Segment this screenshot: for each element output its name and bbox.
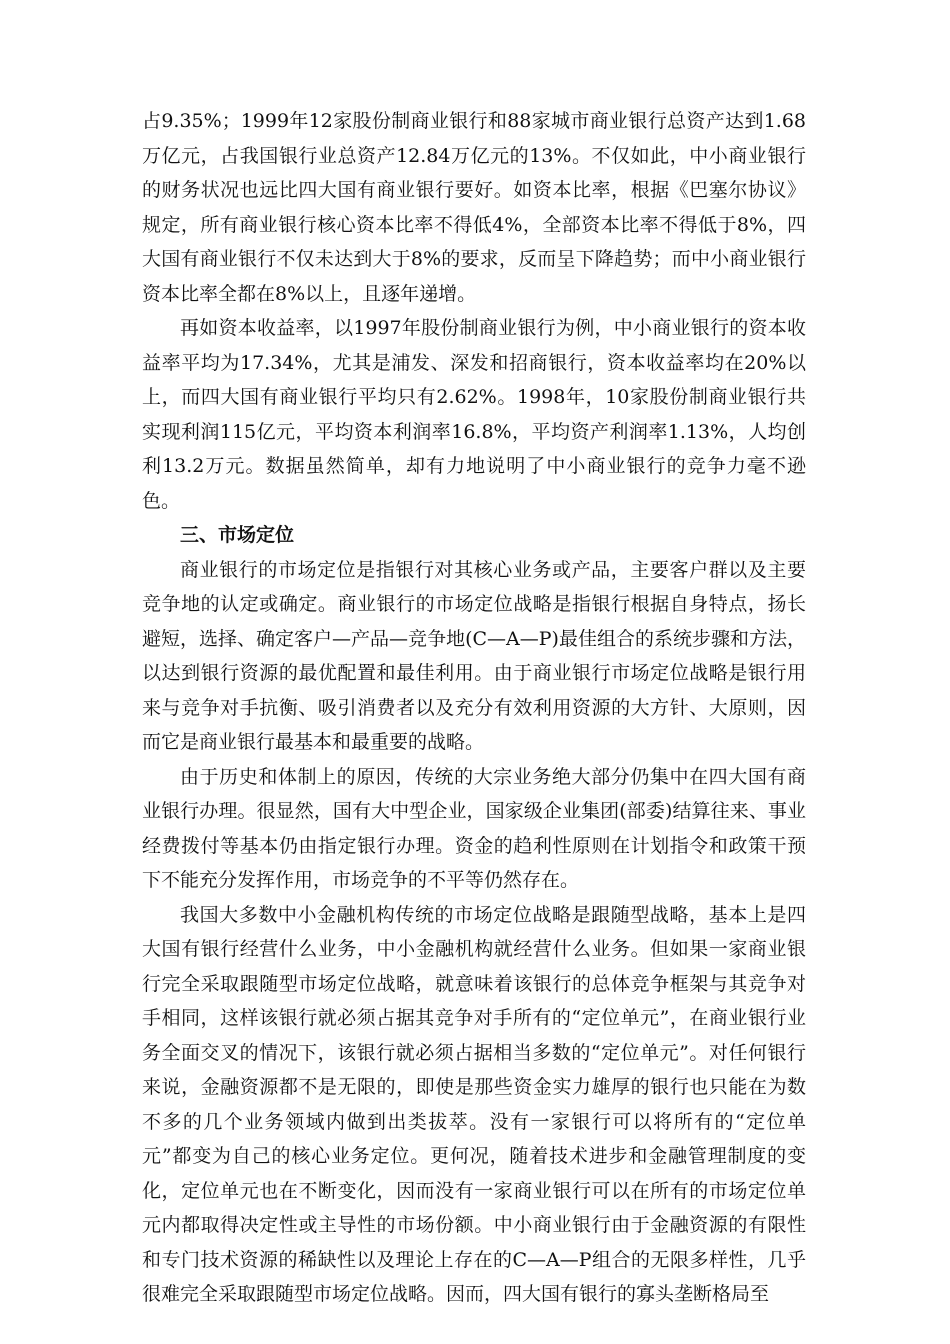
paragraph-return-on-capital: 再如资本收益率，以1997年股份制商业银行为例，中小商业银行的资本收益率平均为17.34%，尤其是浦发、深发和招商银行，资本收益率均在20%以上，而四大国有商业银行平均只有2.62%。1998年，10家股份制商业银行共实现利润115亿元，平均资本利润率16.8%，平均资产利润率1.13%，人均创利13.2万元。数据虽然简单，却有力地说明了中小商业银行的竞争力毫不逊色。 xyxy=(142,317,806,512)
paragraph-follower-strategy: 我国大多数中小金融机构传统的市场定位战略是跟随型战略，基本上是四大国有银行经营什么业务，中小金融机构就经营什么业务。但如果一家商业银行完全采取跟随型市场定位战略，就意味着该银行的总体竞争框架与其竞争对手相同，这样该银行就必须占据其竞争对手所有的“定位单元”，在商业银行业务全面交叉的情况下，该银行就必须占据相当多数的“定位单元”。对任何银行来说，金融资源都不是无限的，即使是那些资金实力雄厚的银行也只能在为数不多的几个业务领域内做到出类拔萃。没有一家银行可以将所有的“定位单元”都变为自己的核心业务定位。更何况，随着技术进步和金融管理制度的变化，定位单元也在不断变化，因而没有一家商业银行可以在所有的市场定位单元内都取得决定性或主导性的市场份额。中小商业银行由于金融资源的有限性和专门技术资源的稀缺性以及理论上存在的C—A—P组合的无限多样性，几乎很难完全采取跟随型市场定位战略。因而，四大国有银行的寡头垄断格局至 xyxy=(142,903,806,1305)
section-heading-market-positioning: 三、市场定位 xyxy=(180,524,295,546)
paragraph-positioning-definition: 商业银行的市场定位是指银行对其核心业务或产品，主要客户群以及主要竞争地的认定或确定。商业银行的市场定位战略是指银行根据自身特点，扬长避短，选择、确定客户—产品—竞争地(C—A—P)最佳组合的系统步骤和方法，以达到银行资源的最优配置和最佳利用。由于商业银行市场定位战略是银行用来与竞争对手抗衡、吸引消费者以及充分有效利用资源的大方针、大原则，因而它是商业银行最基本和最重要的战略。 xyxy=(142,558,806,753)
paragraph-capital-ratio: 占9.35%；1999年12家股份制商业银行和88家城市商业银行总资产达到1.68万亿元，占我国银行业总资产12.84万亿元的13%。不仅如此，中小商业银行的财务状况也远比四大国有商业银行要好。如资本比率，根据《巴塞尔协议》规定，所有商业银行核心资本比率不得低4%，全部资本比率不得低于8%，四大国有商业银行不仅未达到大于8%的要求，反而呈下降趋势；而中小商业银行资本比率全都在8%以上，且逐年递增。 xyxy=(142,110,806,305)
paragraph-historical-reasons: 由于历史和体制上的原因，传统的大宗业务绝大部分仍集中在四大国有商业银行办理。很显然，国有大中型企业，国家级企业集团(部委)结算往来、事业经费拨付等基本仍由指定银行办理。资金的趋利性原则在计划指令和政策干预下不能充分发挥作用，市场竞争的不平等仍然存在。 xyxy=(142,765,806,891)
document-body xyxy=(142,104,806,1312)
